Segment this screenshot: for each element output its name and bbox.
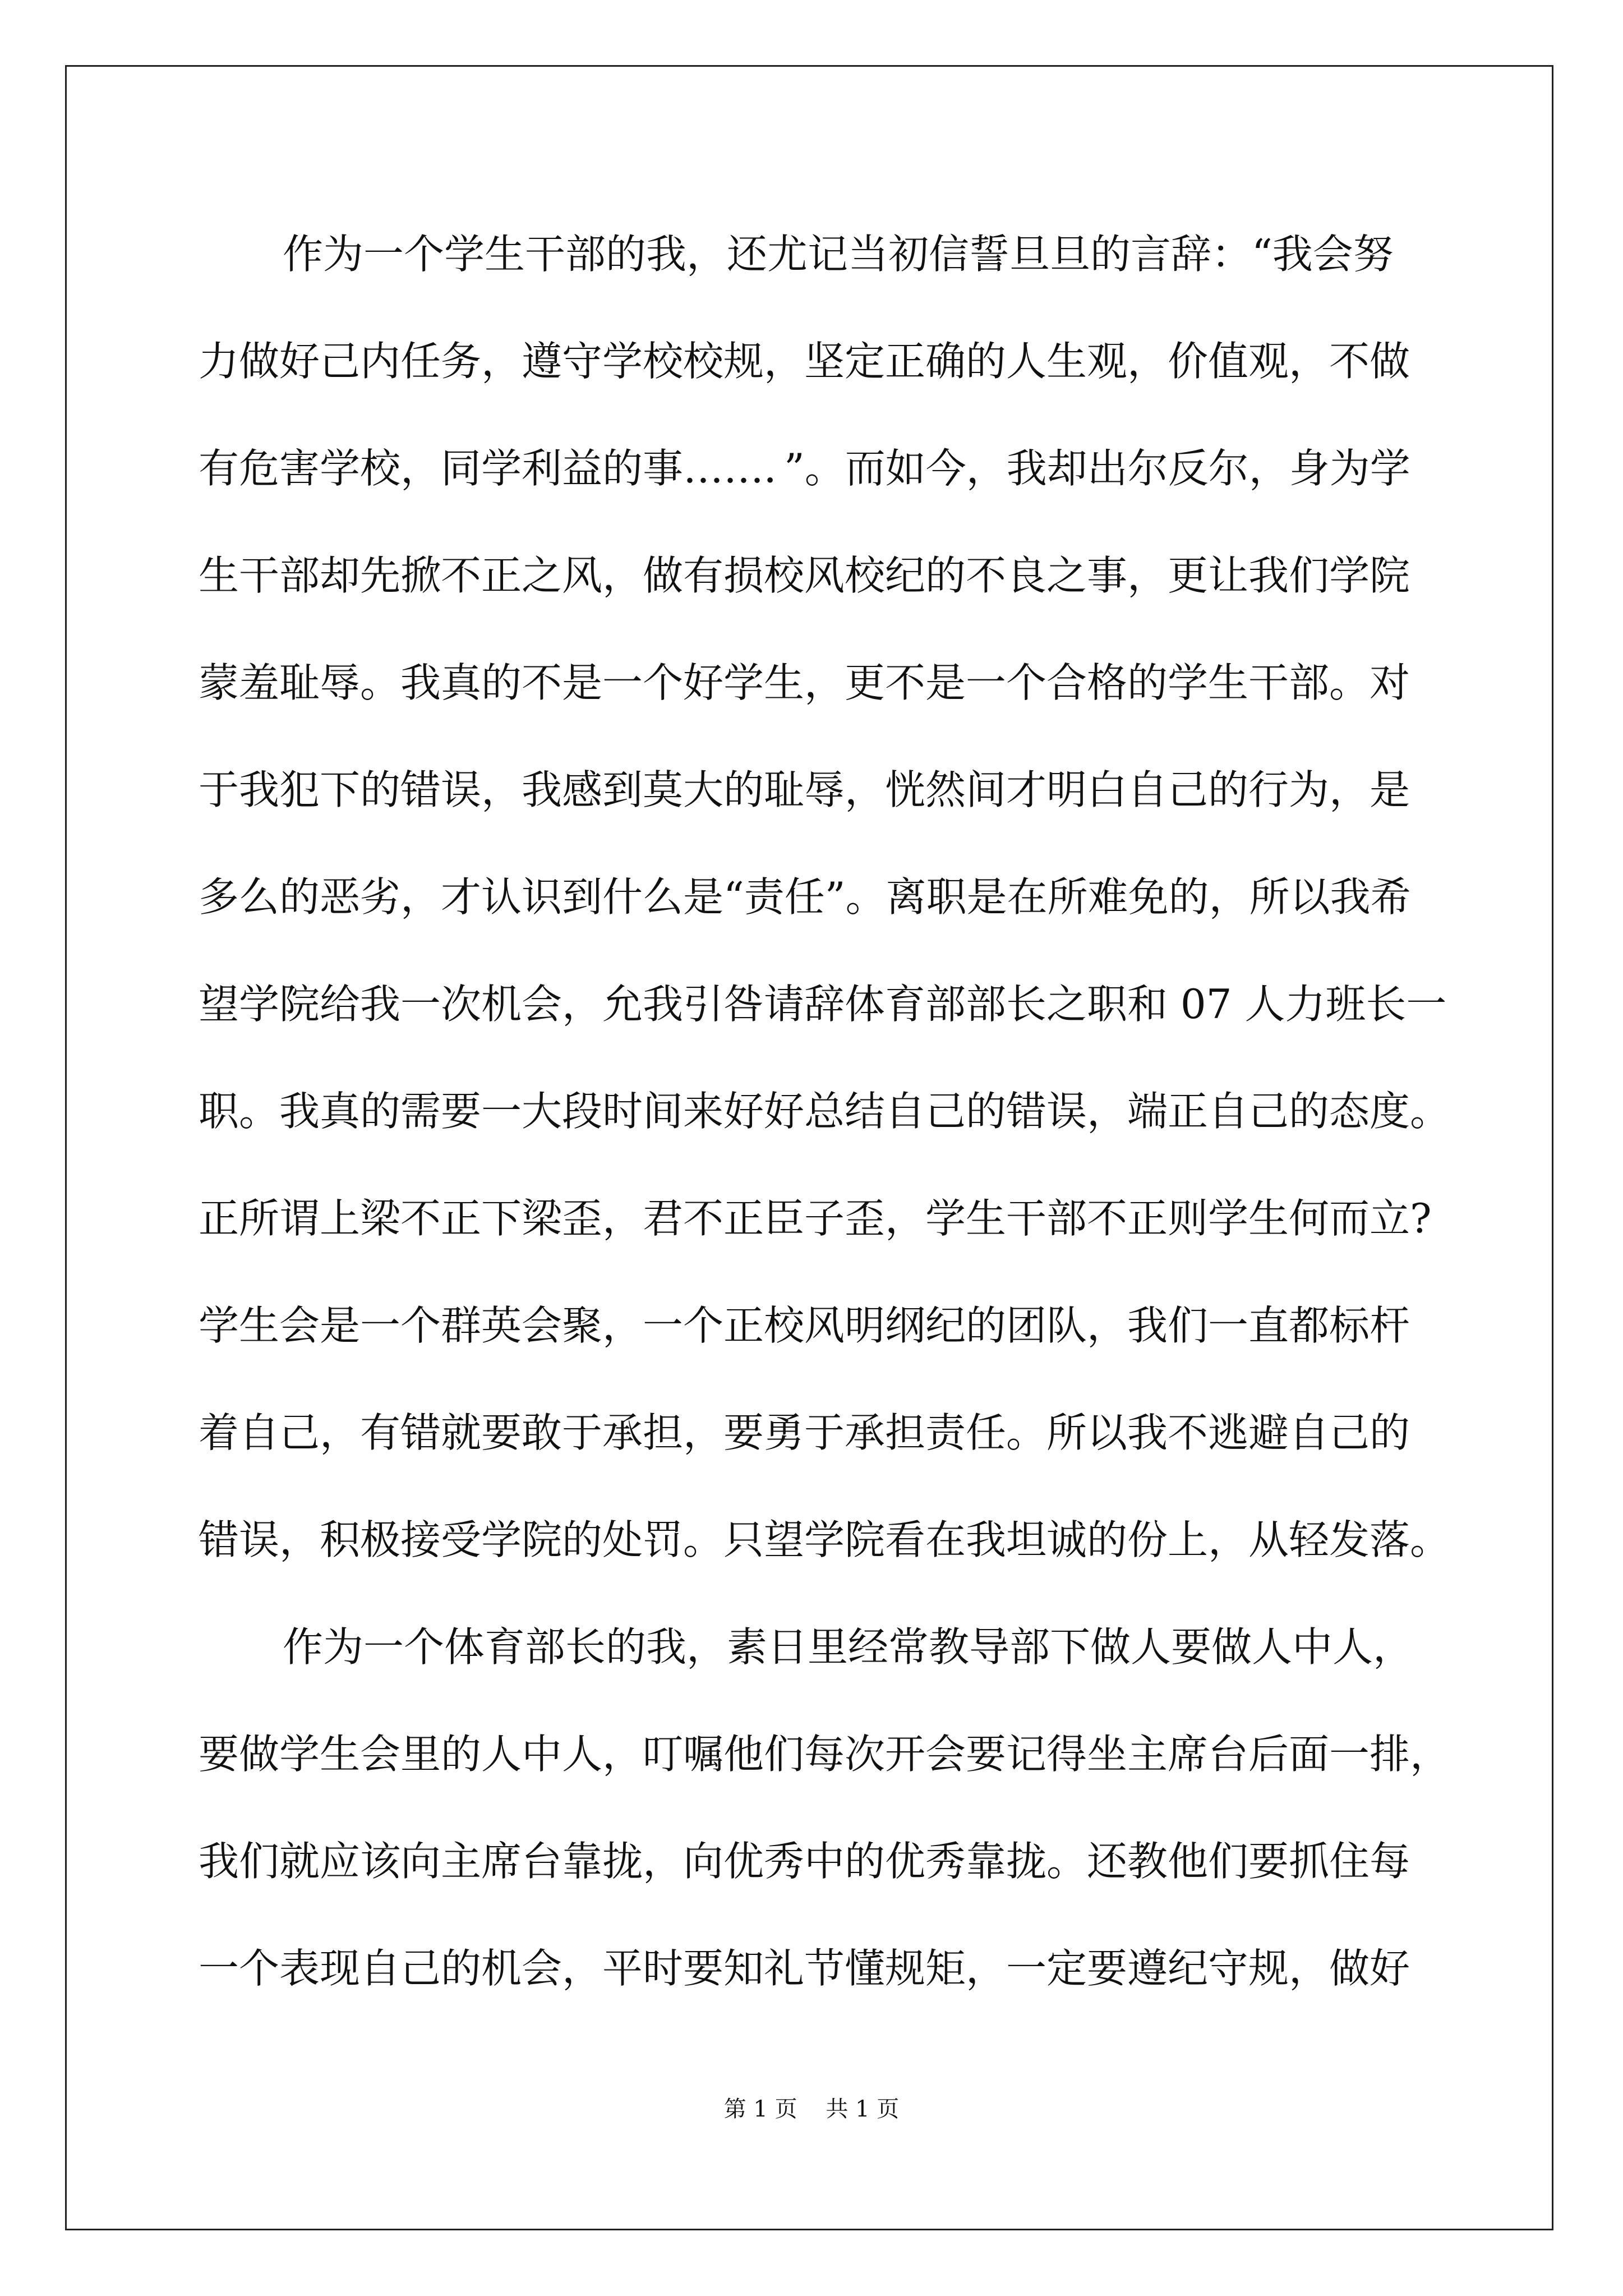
paragraph-line: 一个表现自己的机会，平时要知礼节懂规矩，一定要遵纪守规，做好 — [199, 1945, 1410, 1992]
paragraph-line: 我们就应该向主席台靠拢，向优秀中的优秀靠拢。还教他们要抓住每 — [199, 1838, 1410, 1885]
paragraph-line: 作为一个体育部长的我，素日里经常教导部下做人要做人中人， — [283, 1623, 1414, 1671]
paragraph-line: 学生会是一个群英会聚，一个正校风明纲纪的团队，我们一直都标杆 — [199, 1302, 1410, 1349]
paragraph-line: 生干部却先掀不正之风，做有损校风校纪的不良之事，更让我们学院 — [199, 552, 1410, 599]
paragraph-line: 要做学生会里的人中人，叮嘱他们每次开会要记得坐主席台后面一排， — [199, 1731, 1451, 1778]
document-body — [199, 201, 1451, 2022]
paragraph-line: 错误，积极接受学院的处罚。只望学院看在我坦诚的份上，从轻发落。 — [199, 1516, 1451, 1563]
paragraph-line: 职。我真的需要一大段时间来好好总结自己的错误，端正自己的态度。 — [199, 1088, 1451, 1135]
paragraph-line: 蒙羞耻辱。我真的不是一个好学生，更不是一个合格的学生干部。对 — [199, 659, 1410, 706]
paragraph-line: 多么的恶劣，才认识到什么是“责任”。离职是在所难免的，所以我希 — [199, 873, 1411, 921]
paragraph-line: 作为一个学生干部的我，还尤记当初信誓旦旦的言辞：“我会努 — [283, 231, 1394, 278]
paragraph-line: 有危害学校，同学利益的事……．”。而如今，我却出尔反尔，身为学 — [199, 445, 1410, 492]
paragraph-line: 力做好己内任务，遵守学校校规，坚定正确的人生观，价值观，不做 — [199, 338, 1410, 385]
paragraph-line: 于我犯下的错误，我感到莫大的耻辱，恍然间才明白自己的行为，是 — [199, 766, 1410, 813]
page-number-footer: 第 1 页 共 1 页 — [723, 2096, 900, 2122]
paragraph-line: 望学院给我一次机会，允我引咎请辞体育部部长之职和 07 人力班长一 — [199, 981, 1447, 1028]
paragraph-line: 正所谓上梁不正下梁歪，君不正臣子歪，学生干部不正则学生何而立? — [199, 1195, 1432, 1242]
paragraph-line: 着自己，有错就要敢于承担，要勇于承担责任。所以我不逃避自己的 — [199, 1409, 1410, 1456]
